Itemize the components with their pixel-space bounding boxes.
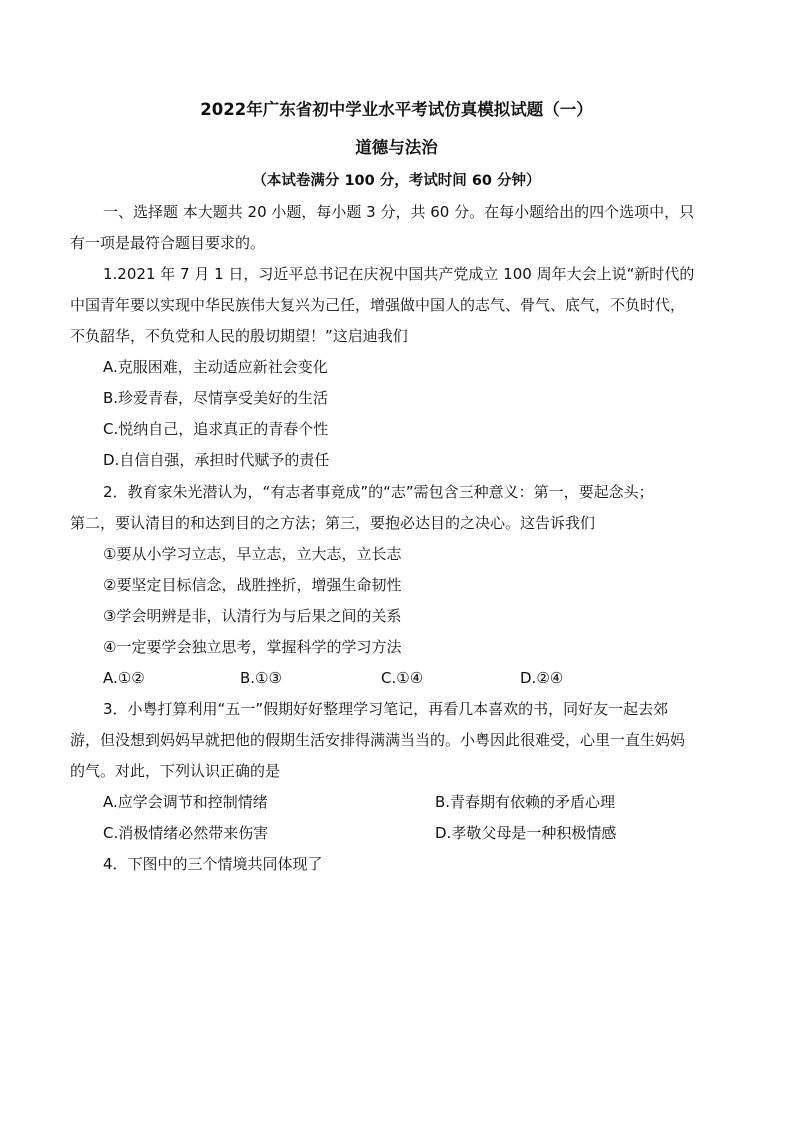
q4-stem-line-1: 4．下图中的三个情境共同体现了 (103, 855, 323, 873)
q1-option-c: C.悦纳自己，追求真正的青春个性 (103, 420, 329, 438)
exam-note: （本试卷满分 100 分，考试时间 60 分钟） (252, 173, 541, 189)
q1-stem-line-2: 中国青年要以实现中华民族伟大复兴为己任，增强做中国人的志气、骨气、底气，不负时代， (70, 296, 686, 314)
exam-subject: 道德与法治 (355, 138, 438, 157)
q2-item-3: ③学会明辨是非，认清行为与后果之间的关系 (103, 607, 402, 625)
q1-stem-line-3: 不负韶华，不负党和人民的殷切期望！”这启迪我们 (70, 327, 408, 345)
q1-option-d: D.自信自强，承担时代赋予的责任 (103, 451, 330, 469)
q2-option-b: B.①③ (240, 669, 282, 687)
q1-stem-line-1: 1.2021 年 7 月 1 日，习近平总书记在庆祝中国共产党成立 100 周年大会上说“新时代的 (103, 265, 695, 283)
q2-option-d: D.②④ (520, 669, 564, 687)
q3-option-b: B.青春期有依赖的矛盾心理 (435, 793, 616, 811)
q3-option-d: D.孝敬父母是一种积极情感 (435, 824, 617, 842)
q3-stem-line-1: 3．小粤打算利用“五一”假期好好整理学习笔记，再看几本喜欢的书，同好友一起去郊 (103, 700, 669, 718)
q3-stem-line-3: 的气。对此，下列认识正确的是 (70, 762, 281, 780)
q2-option-c: C.①④ (381, 669, 424, 687)
q2-item-1: ①要从小学习立志，早立志，立大志，立长志 (103, 545, 402, 563)
section-intro-line-1: 一、选择题 本大题共 20 小题，每小题 3 分，共 60 分。在每小题给出的四个选项中，只 (103, 203, 695, 221)
q2-stem-line-2: 第二，要认清目的和达到目的之方法；第三，要抱必达目的之决心。这告诉我们 (70, 514, 596, 532)
q2-item-2: ②要坚定目标信念，战胜挫折，增强生命韧性 (103, 576, 402, 594)
q3-stem-line-2: 游，但没想到妈妈早就把他的假期生活安排得满满当当的。小粤因此很难受，心里一直生妈妈 (70, 731, 686, 749)
q3-option-c: C.消极情绪必然带来伤害 (103, 824, 269, 842)
q3-option-a: A.应学会调节和控制情绪 (103, 793, 268, 811)
section-intro-line-2: 有一项是最符合题目要求的。 (70, 234, 266, 252)
q2-item-4: ④一定要学会独立思考，掌握科学的学习方法 (103, 638, 402, 656)
q2-stem-line-1: 2．教育家朱光潜认为，“有志者事竟成”的“志”需包含三种意义：第一，要起念头； (103, 483, 654, 501)
exam-title: 2022年广东省初中学业水平考试仿真模拟试题（一） (200, 100, 593, 119)
q2-option-a: A.①② (103, 669, 145, 687)
q1-option-a: A.克服困难，主动适应新社会变化 (103, 358, 328, 376)
q1-option-b: B.珍爱青春，尽情享受美好的生活 (103, 389, 329, 407)
